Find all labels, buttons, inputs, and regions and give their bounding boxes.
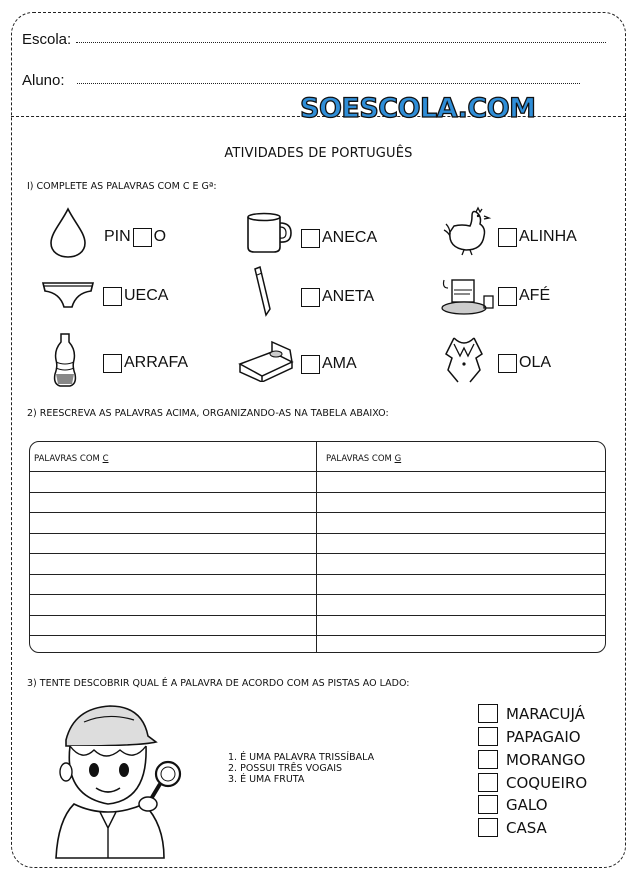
option-label: COQUEIRO bbox=[506, 773, 588, 792]
word-suffix: O bbox=[153, 228, 167, 245]
column-header-g-prefix: PALAVRAS COM bbox=[326, 454, 395, 464]
table-row[interactable] bbox=[30, 512, 605, 513]
table-row[interactable] bbox=[30, 533, 605, 534]
option-checkbox[interactable] bbox=[478, 773, 498, 792]
school-line[interactable] bbox=[76, 42, 606, 43]
student-field bbox=[22, 72, 65, 89]
school-label: Escola: bbox=[22, 31, 72, 48]
letter-box[interactable] bbox=[103, 287, 122, 306]
word-item-cueca bbox=[103, 285, 168, 307]
drop-icon bbox=[47, 207, 89, 259]
collar-icon bbox=[440, 334, 492, 384]
letter-box[interactable] bbox=[498, 228, 517, 247]
word-item-caneta bbox=[301, 286, 374, 308]
option-label: GALO bbox=[506, 795, 548, 814]
letter-box[interactable] bbox=[103, 354, 122, 373]
hen-icon bbox=[442, 206, 494, 256]
column-header-g-letter: G bbox=[394, 454, 402, 464]
student-line[interactable] bbox=[77, 83, 580, 84]
word-item-gola bbox=[498, 352, 551, 374]
word-suffix: ANETA bbox=[322, 288, 375, 305]
table-row[interactable] bbox=[30, 471, 605, 472]
option-galo[interactable] bbox=[478, 795, 548, 814]
option-coqueiro[interactable] bbox=[478, 773, 587, 792]
table-row[interactable] bbox=[30, 492, 605, 493]
underpants-icon bbox=[40, 279, 96, 311]
word-suffix: ARRAFA bbox=[124, 354, 189, 371]
question-2-instruction: 2) REESCREVA AS PALAVRAS ACIMA, ORGANIZANDO-AS NA TABELA ABAIXO: bbox=[27, 408, 389, 419]
letter-box[interactable] bbox=[301, 355, 320, 374]
option-checkbox[interactable] bbox=[478, 727, 498, 746]
letter-box[interactable] bbox=[498, 287, 517, 306]
word-item-galinha bbox=[498, 226, 577, 248]
letter-box[interactable] bbox=[301, 229, 320, 248]
column-header-c-letter: C bbox=[102, 454, 109, 464]
option-checkbox[interactable] bbox=[478, 750, 498, 769]
words-table bbox=[29, 441, 606, 653]
letter-box[interactable] bbox=[498, 354, 517, 373]
word-prefix: PIN bbox=[104, 228, 131, 245]
site-logo: SOESCOLA.COM bbox=[300, 93, 536, 124]
option-checkbox[interactable] bbox=[478, 818, 498, 837]
table-column-divider bbox=[316, 442, 317, 652]
school-field bbox=[22, 31, 71, 48]
table-row[interactable] bbox=[30, 574, 605, 575]
pen-icon bbox=[252, 265, 272, 317]
option-label: CASA bbox=[506, 818, 547, 837]
word-suffix: UECA bbox=[124, 287, 169, 304]
clues-list bbox=[228, 752, 374, 785]
bed-icon bbox=[236, 338, 294, 382]
student-label: Aluno: bbox=[22, 72, 65, 89]
word-suffix: ANECA bbox=[322, 229, 378, 246]
option-papagaio[interactable] bbox=[478, 727, 581, 746]
question-1-instruction: I) COMPLETE AS PALAVRAS COM C E Gª: bbox=[27, 181, 217, 192]
option-label: PAPAGAIO bbox=[506, 727, 581, 746]
page-title: ATIVIDADES DE PORTUGUÊS bbox=[224, 146, 413, 161]
bottle-icon bbox=[50, 332, 80, 388]
clue-item: 3. É UMA FRUTA bbox=[228, 774, 305, 785]
letter-box[interactable] bbox=[301, 288, 320, 307]
letter-box[interactable] bbox=[133, 228, 152, 247]
word-item-pinco bbox=[104, 226, 166, 248]
word-suffix: OLA bbox=[519, 354, 552, 371]
option-label: MARACUJÁ bbox=[506, 704, 585, 723]
clue-item: 1. É UMA PALAVRA TRISSÍBALA bbox=[228, 752, 375, 763]
table-row[interactable] bbox=[30, 635, 605, 636]
clue-item: 2. POSSUI TRÊS VOGAIS bbox=[228, 763, 343, 774]
word-item-cama bbox=[301, 353, 357, 375]
word-item-caneca bbox=[301, 227, 377, 249]
option-casa[interactable] bbox=[478, 818, 547, 837]
option-label: MORANGO bbox=[506, 750, 586, 769]
coffee-icon bbox=[440, 276, 496, 316]
table-row[interactable] bbox=[30, 594, 605, 595]
word-suffix: AMA bbox=[322, 355, 357, 372]
option-checkbox[interactable] bbox=[478, 704, 498, 723]
word-item-garrafa bbox=[103, 352, 188, 374]
question-3-instruction: 3) TENTE DESCOBRIR QUAL É A PALAVRA DE ACORDO COM AS PISTAS AO LADO: bbox=[27, 678, 410, 689]
mug-icon bbox=[244, 211, 294, 255]
option-morango[interactable] bbox=[478, 750, 585, 769]
option-checkbox[interactable] bbox=[478, 795, 498, 814]
column-header-c bbox=[34, 454, 109, 464]
column-header-g bbox=[326, 454, 401, 464]
table-row[interactable] bbox=[30, 615, 605, 616]
word-suffix: ALINHA bbox=[519, 228, 577, 245]
column-header-c-prefix: PALAVRAS COM bbox=[34, 454, 103, 464]
table-row[interactable] bbox=[30, 553, 605, 554]
detective-boy-icon bbox=[44, 700, 194, 860]
word-item-cafe bbox=[498, 285, 550, 307]
option-maracuja[interactable] bbox=[478, 704, 585, 723]
word-suffix: AFÉ bbox=[519, 287, 551, 304]
